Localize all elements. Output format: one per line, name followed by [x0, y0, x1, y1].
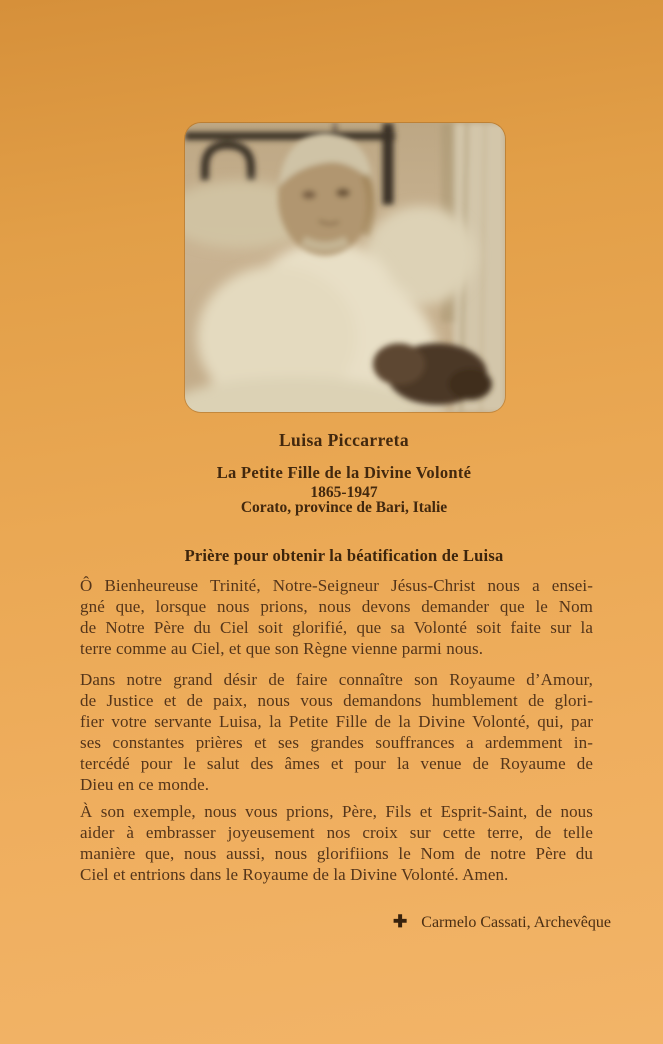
cross-icon: ✚: [393, 912, 408, 931]
prayer-paragraph-1: Ô Bienheureuse Trinité, Notre-Seigneur Jésus-Christ nous a ensei- gné que, lorsque nous prions, nous devons demander que le Nom de Notre Père du Ciel soit glorifié, que sa Volonté soit faite sur la terre comme au Ciel, et que son Règne vienne parmi nous.: [80, 576, 593, 658]
luisa-photo-image: [185, 123, 505, 412]
prayer-heading: Prière pour obtenir la béatification de Luisa: [184, 546, 504, 565]
prayer-paragraph-2: Dans notre grand désir de faire connaître son Royaume d’Amour, de Justice et de paix, nous vous demandons humblement de glori- fier votre servante Luisa, la Petite Fille de la Divine Volonté, qui, par ses constantes prières et ses grandes souffrances a ardemment in- tercédé pour le salut des âmes et pour la venue de Royaume de Dieu en ce monde.: [80, 670, 593, 794]
luisa-photo: [185, 123, 505, 412]
prayer-paragraph-3: À son exemple, nous vous prions, Père, Fils et Esprit-Saint, de nous aider à embrasser joyeusement nos croix sur cette terre, de telle manière que, nous aussi, nous glorifiions le Nom de notre Père du Ciel et entrions dans le Royaume de la Divine Volonté. Amen.: [80, 802, 593, 884]
person-years: 1865-1947: [310, 484, 378, 501]
person-title: La Petite Fille de la Divine Volonté: [216, 463, 472, 482]
person-name: Luisa Piccarreta: [278, 430, 409, 450]
identity-block: [84, 430, 604, 515]
signature-name: Carmelo Cassati, Archevêque: [421, 914, 611, 931]
person-location: Corato, province de Bari, Italie: [240, 499, 448, 516]
signature-line: [393, 912, 611, 932]
